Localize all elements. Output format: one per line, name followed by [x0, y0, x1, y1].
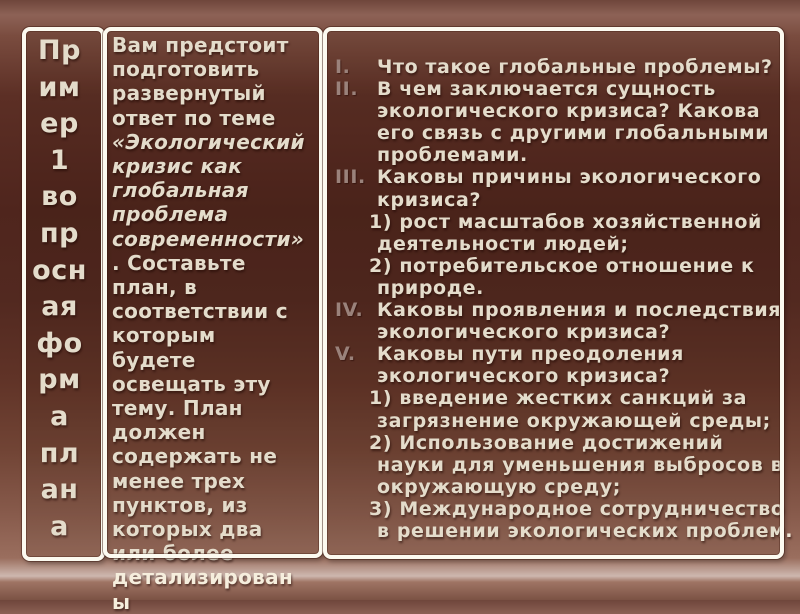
task-line: которым [112, 323, 216, 348]
title-letter: рм [38, 364, 81, 396]
plan-row [331, 476, 771, 498]
plan-row [331, 497, 785, 520]
plan-row-text: экологического кризиса? [377, 321, 671, 344]
plan-row-text: загрязнение окружающей среды; [377, 409, 771, 432]
title-letter: во [41, 181, 78, 213]
task-line: проблема [112, 202, 229, 227]
task-line: содержать не [112, 444, 278, 469]
plan-row-text: экологического кризиса? [377, 365, 671, 388]
title-letter: им [38, 71, 81, 103]
plan-row [331, 343, 771, 365]
plan-row [331, 255, 771, 277]
task-line: «Экологический [112, 129, 305, 154]
title-letter: пл [39, 437, 80, 469]
plan-row [331, 78, 771, 100]
plan-row-marker: II. [335, 78, 359, 101]
title-letter: а [50, 400, 69, 432]
plan-row-text: 2) потребительское отношение к [369, 254, 755, 277]
task-line: глобальная [112, 178, 249, 203]
task-line: Вам предстоит [112, 33, 289, 57]
task-line: подготовить [112, 57, 260, 82]
plan-row-text: 2) Использование достижений [369, 431, 724, 454]
task-line: детализирован [112, 565, 294, 590]
task-line: будете [112, 347, 196, 372]
plan-row-text: кризиса? [377, 188, 482, 211]
plan-row [331, 299, 782, 322]
plan-row [331, 519, 794, 542]
task-line: кризис как [112, 154, 243, 179]
plan-list [331, 56, 794, 542]
plan-row-text: 1) введение жестких санкций за [369, 387, 748, 410]
plan-row [331, 100, 771, 122]
plan-row-text: В чем заключается сущность [377, 78, 716, 101]
title-letter: 1 [49, 144, 70, 176]
plan-row-text: его связь с другими глобальными [377, 122, 770, 145]
title-letter: Пр [38, 35, 81, 66]
task-line: пунктов, из [112, 492, 248, 517]
task-text [112, 33, 312, 614]
plan-row-text: 3) Международное сотрудничество [369, 497, 785, 520]
task-line: ответ по теме [112, 105, 276, 130]
plan-row-text: Что такое глобальные проблемы? [377, 56, 773, 78]
plan-row-marker: IV. [335, 299, 364, 322]
plan-row [331, 122, 771, 144]
plan-row [331, 453, 784, 476]
title-letter: ая [41, 291, 78, 323]
title-letter: фо [36, 327, 83, 359]
title-letter: осн [32, 254, 87, 286]
plan-row [331, 144, 771, 166]
plan-row [331, 410, 771, 432]
title-letter: ан [40, 474, 79, 506]
plan-row [331, 432, 771, 454]
plan-row [331, 166, 771, 188]
plan-row-text: природе. [377, 276, 484, 299]
task-line: менее трех [112, 468, 246, 493]
plan-row-text: деятельности людей; [377, 232, 629, 255]
task-line: . Составьте [112, 250, 246, 275]
task-line: должен [112, 420, 206, 445]
task-line: современности» [112, 226, 305, 251]
plan-row [331, 277, 771, 299]
plan-row-text: науки для уменьшения выбросов в [377, 453, 784, 476]
title-letter: а [50, 510, 69, 542]
plan-row [331, 387, 771, 409]
plan-row-marker: III. [335, 166, 366, 189]
task-line: развернутый [112, 81, 266, 106]
plan-row [331, 56, 771, 78]
task-line: соответствии с [112, 299, 288, 324]
task-line: план, в [112, 275, 198, 300]
plan-row-text: Каковы проявления и последствия [377, 299, 782, 322]
plan-row-text: Каковы причины экологического [377, 166, 762, 189]
task-line: или более [112, 541, 234, 566]
title-letter: пр [40, 217, 79, 249]
plan-row [331, 321, 771, 343]
vertical-title [24, 33, 95, 545]
task-line: освещать эту [112, 371, 271, 396]
task-line: ы [112, 589, 131, 614]
plan-row-text: проблемами. [377, 144, 528, 167]
plan-row-text: 1) рост масштабов хозяйственной [369, 210, 762, 233]
plan-row [331, 189, 771, 211]
task-line: которых два [112, 517, 263, 542]
task-line: тему. План [112, 396, 243, 421]
plan-row [331, 211, 771, 233]
plan-row-marker: V. [335, 343, 356, 366]
plan-row-text: Каковы пути преодоления [377, 343, 684, 366]
plan-row-text: экологического кризиса? Какова [377, 100, 761, 123]
plan-row [331, 233, 771, 255]
plan-row [331, 365, 771, 387]
title-letter: ер [40, 108, 79, 140]
plan-row-marker: I. [335, 56, 351, 78]
plan-row-text: окружающую среду; [377, 475, 621, 498]
plan-row-text: в решении экологических проблем. [377, 519, 794, 542]
